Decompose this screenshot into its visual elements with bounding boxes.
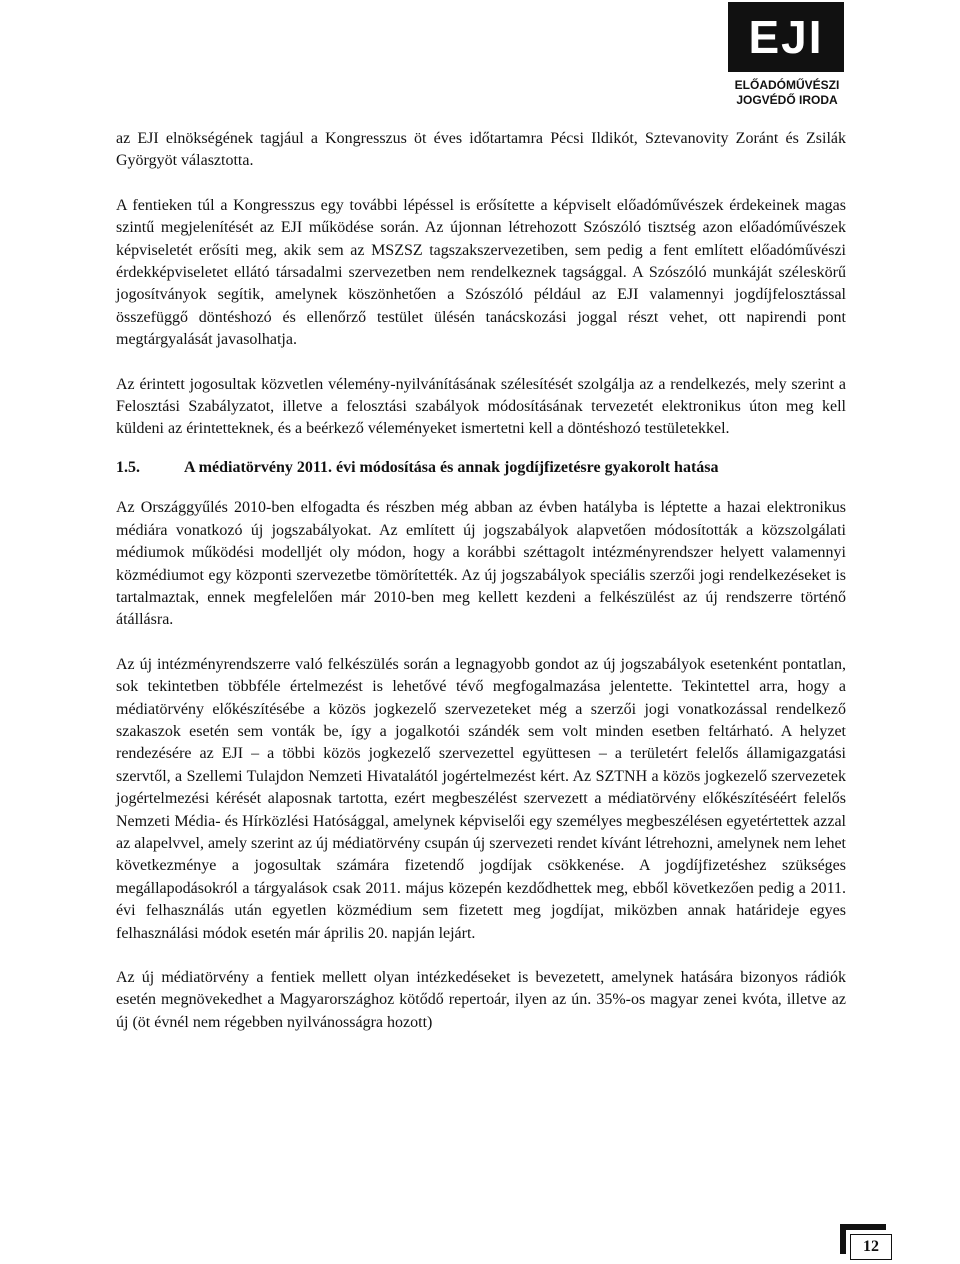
- section-number: 1.5.: [116, 458, 140, 476]
- section-paragraph-3: Az új médiatörvény a fentiek mellett olyan intézkedéseket is bevezetett, amelynek hatására bizonyos rádiók esetén megnövekedhet a Magyarországhoz kötődő repertoár, ilyen az ún. 35%-os magyar zenei kvóta, illetve az új (öt évnél nem régebben nyilvánosságra hozott): [116, 969, 846, 1031]
- section-title: A médiatörvény 2011. évi módosítása és annak jogdíjfizetésre gyakorolt hatása: [184, 458, 719, 476]
- paragraph-3: Az érintett jogosultak közvetlen vélemény-nyilvánításának szélesítését szolgálja az a rendelkezés, mely szerint a Felosztási Szabályzatot, illetve a felosztási szabályok módosításának tervezetét elektronikus úton meg kell küldeni az érintetteknek, és a beérkező véleményeket ismertetni kell a döntéshozó testületekkel.: [116, 375, 846, 438]
- page-number: 12: [850, 1234, 892, 1260]
- page-number-badge: [836, 1222, 896, 1262]
- paragraph-2: A fentieken túl a Kongresszus egy további lépéssel is erősítette a képviselt előadóművészek érdekeinek magas szintű megjelenítését az EJI működése során. Az újonnan létrehozott Szószóló tisztség azon előadóművészek képviseletét erősíti meg, akik sem az MSZSZ tagszakszervezetiben, sem pedig a fent említett előadóművészi érdekképviseletet ellátó társadalmi szervezetben nem rendelkeznek tagsággal. A Szószóló munkáját széleskörű jogosítványok segítik, amelynek köszönhetően a Szószóló például az EJI valamennyi jogdíjfelosztással összefüggő döntéshozó és ellenőrző testület ülésén tanácskozási joggal részt vehet, ott napirendi pont megtárgyalását javasolhatja.: [116, 196, 846, 349]
- section-paragraph-1: Az Országgyűlés 2010-ben elfogadta és részben még abban az évben hatályba is léptette a hazai elektronikus médiára vonatkozó új jogszabályokat. Az említett új jogszabályok alapvetően módosították a közszolgálati médiumok működési modelljét oly módon, hogy a korábbi széttagolt intézményrendszer helyett valamennyi közmédiumot egy központi szervezetbe tömörítették. Az új jogszabályok speciális szerzői jogi rendelkezéseket is tartalmaztak, ennek megfelelően már 2010-ben meg kellett kezdeni a felkészülést az új rendszerre történő átállásra.: [116, 499, 846, 629]
- paragraph-1: az EJI elnökségének tagjául a Kongresszus öt éves időtartamra Pécsi Ildikót, Sztevanovity Zoránt és Zsilák Györgyöt választotta.: [116, 130, 846, 170]
- section-heading: [116, 457, 846, 479]
- eji-logo-line1: ELŐADÓMŰVÉSZI: [734, 78, 840, 92]
- eji-logo-mark: EJI: [728, 2, 844, 72]
- section-paragraph-2: Az új intézményrendszerre való felkészülés során a legnagyobb gondot az új jogszabályok esetenként pontatlan, sok tekintetben többféle értelmezést is lehetővé tévő megfogalmazása jelentette. Tekintettel arra, hogy a médiatörvény előkészítésébe a közös jogkezelő szervezeteket még a szerzői jogi vonatkozással rendelkező szakaszok esetén sem vonták be, így a jogalkotói szándék sem volt minden esetben feltárható. A helyzet rendezésére az EJI – a többi közös jogkezelő szervezettel együttesen – a területért felelős államigazgatási szervtől, a Szellemi Tulajdon Nemzeti Hivatalától jogértelmezést kért. Az SZTNH a közös jogkezelő szervezetek jogértelmezési kérését alaposnak tartotta, ezért megbeszélést szervezett a médiatörvény előkészítéséért felelős Nemzeti Média- és Hírközlési Hatósággal, amelynek képviselői egy személyes megbeszélésen egyetértettek azzal az alapelvvel, amely szerint az új médiatörvény csupán új szervezeti rendet kívánt létrehozni, amelynek nem lehet következménye a jogosultak számára fizetendő jogdíjak csökkenése. A jogdíjfizetéshez szükséges megállapodásokról a tárgyalások csak 2011. május közepén kezdődhettek meg, ebből következően pedig a 2011. évi felhasználás után egyetlen közmédium sem fizetett meg jogdíjat, miközben annak határideje egyes felhasználási módok esetén már április 20. napján lejárt.: [116, 655, 846, 942]
- document-body: [116, 128, 846, 1050]
- eji-logo: [726, 2, 848, 108]
- eji-logo-line2: JOGVÉDŐ IRODA: [736, 93, 838, 107]
